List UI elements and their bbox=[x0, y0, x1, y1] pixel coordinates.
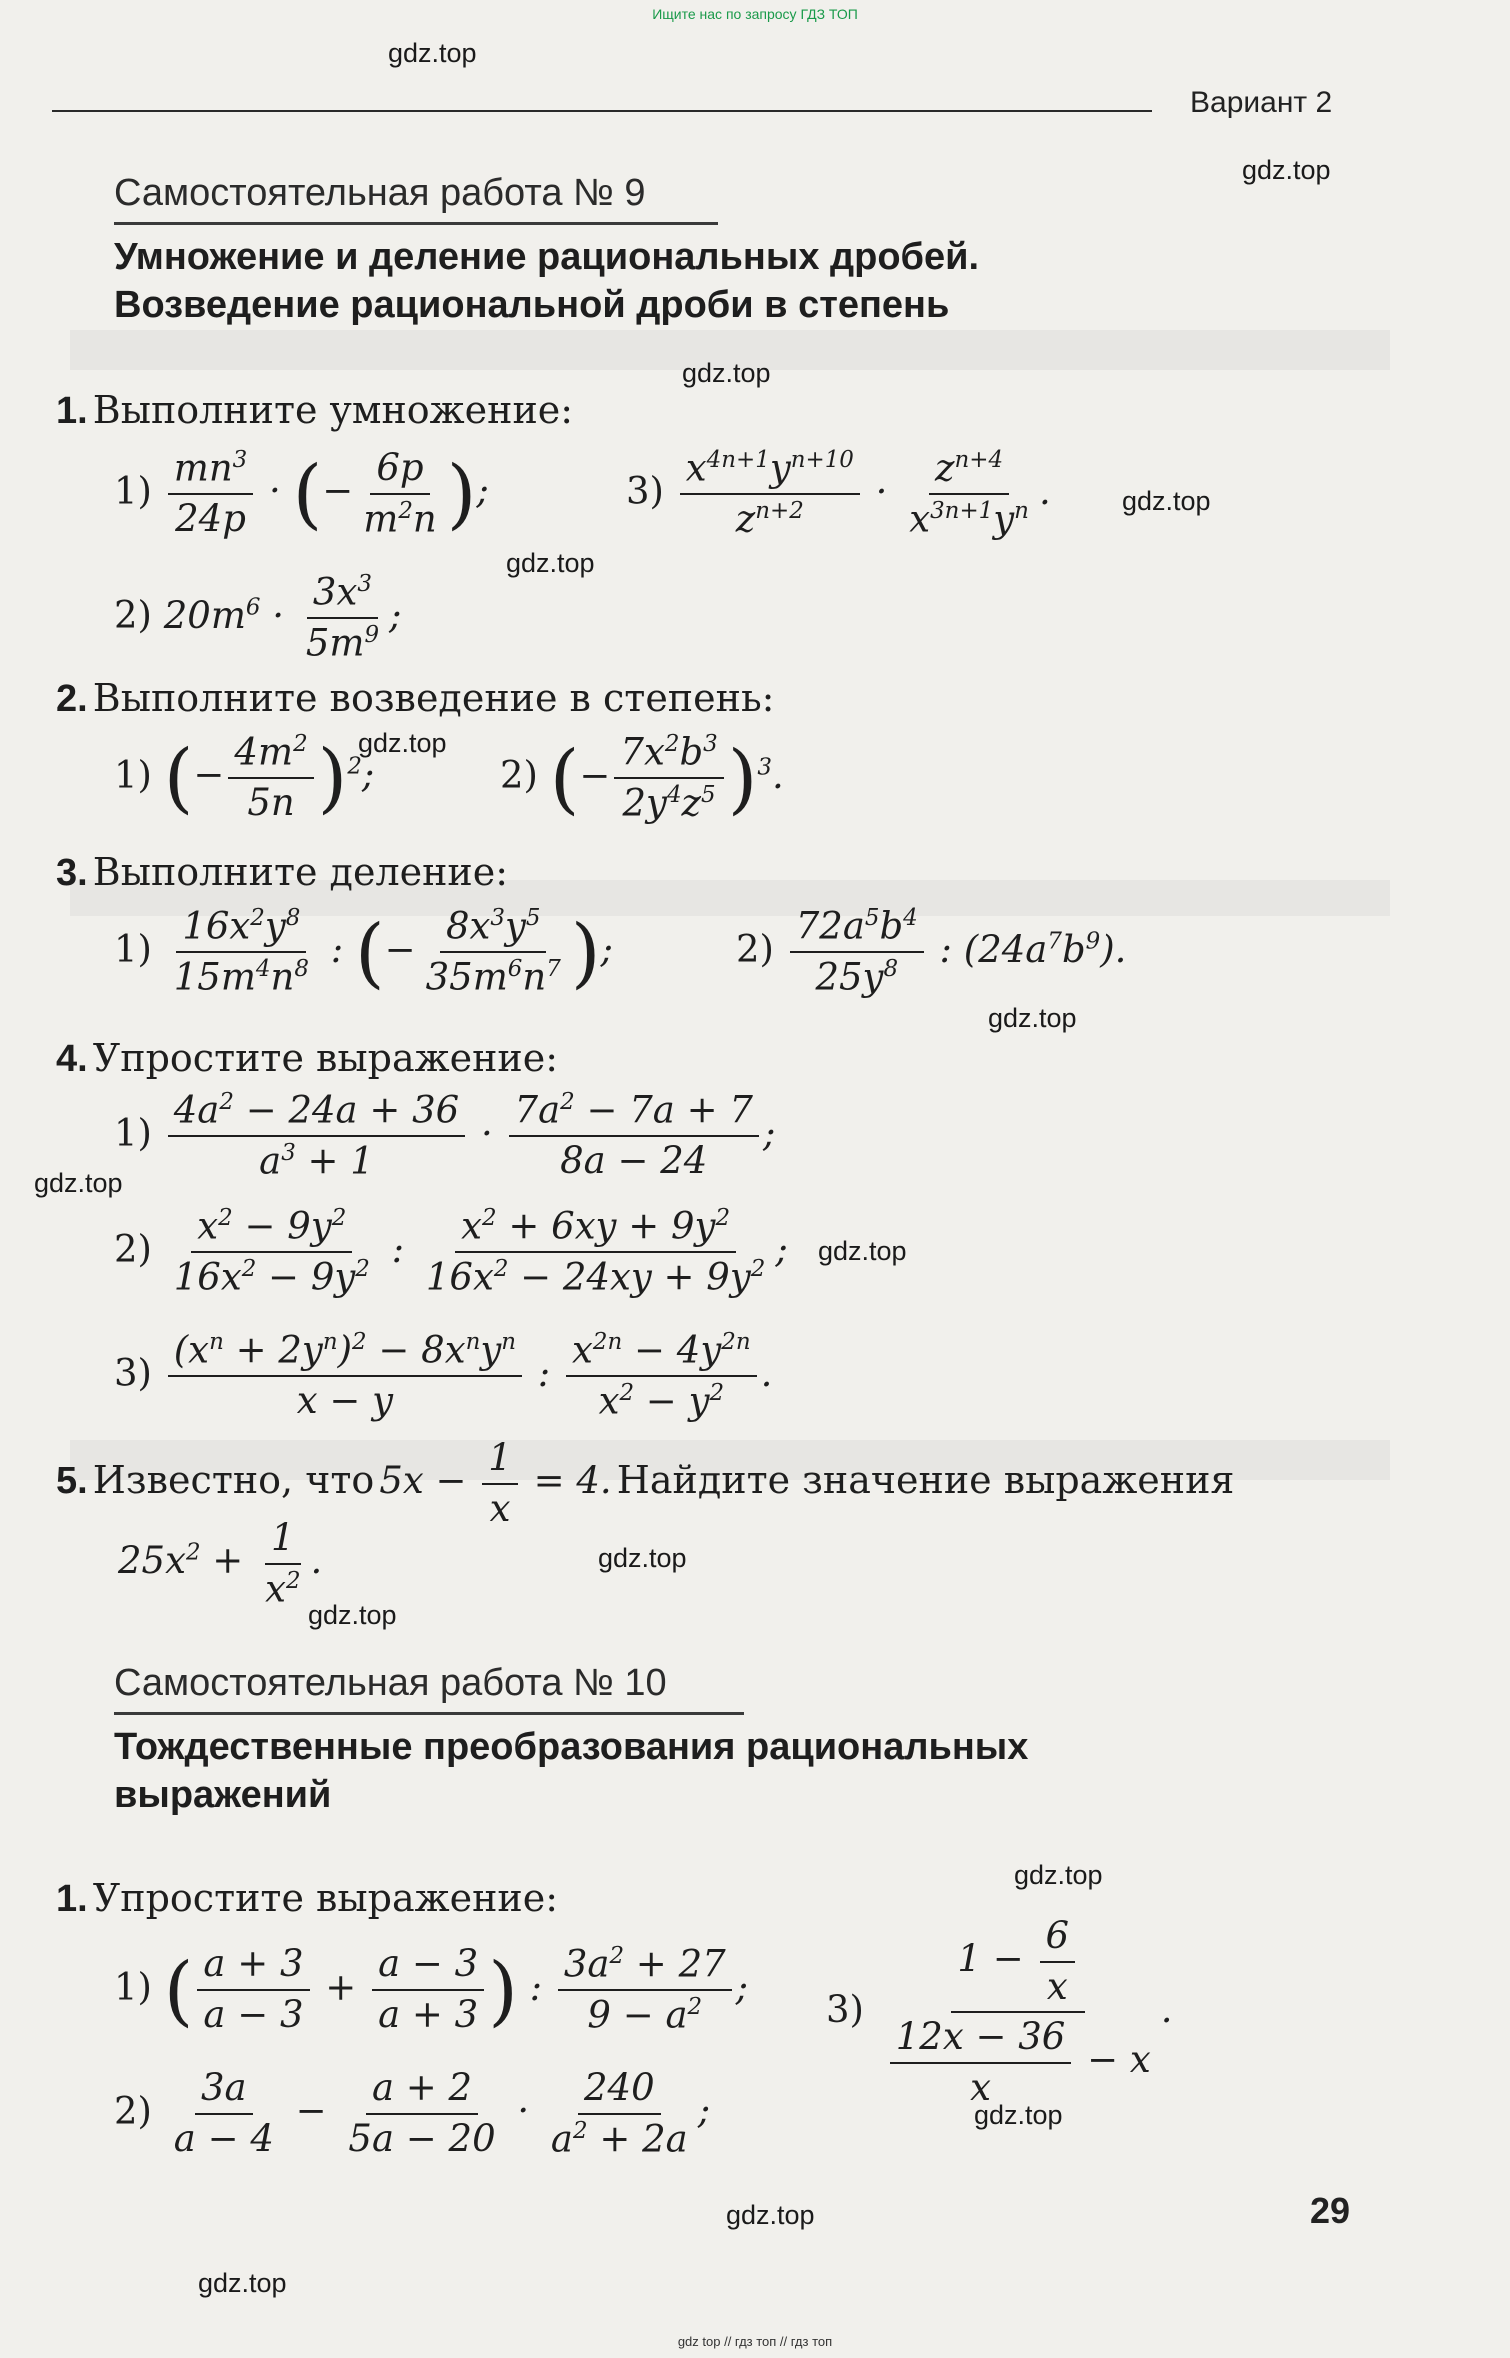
item-label: 1) bbox=[114, 753, 152, 797]
watermark: gdz.top bbox=[34, 1168, 123, 1198]
item-label: 1) bbox=[114, 1965, 152, 2009]
item-label: 2) bbox=[114, 1227, 152, 1271]
task-3-item-2: 2) $\frac{72a^5b^4}{25y^8}$ : $(24a^7b^9)$. bbox=[736, 904, 1127, 999]
task-4-heading bbox=[56, 1036, 558, 1081]
header-rule bbox=[52, 110, 1152, 112]
task-number: 2. bbox=[56, 678, 88, 720]
item-label: 2) bbox=[500, 753, 538, 797]
task-text: Найдите значение выражения bbox=[616, 1458, 1235, 1503]
task-text: Выполните деление: bbox=[92, 850, 509, 894]
variant-label: Вариант 2 bbox=[1190, 86, 1333, 119]
work-9-title: Самостоятельная работа № 9 bbox=[114, 172, 646, 214]
watermark: gdz.top bbox=[1242, 155, 1331, 185]
page-number: 29 bbox=[1310, 2190, 1351, 2231]
task-10-1-item-3: 3) 1 − $\frac{6}{x}$ $\frac{12x - 36}{x}$ − x . bbox=[826, 1914, 1173, 2110]
task-5-expression: $25x^2$ + $\frac{1}{x^2}$ . bbox=[118, 1516, 323, 1611]
item-label: 3) bbox=[826, 1987, 864, 2031]
watermark: gdz.top bbox=[974, 2100, 1063, 2130]
task-4-item-2: 2) $\frac{x^2 - 9y^2}{16x^2 - 9y^2}$ : $\frac{x^2 + 6xy + 9y^2}{16x^2 - 24xy + 9y^2}$ ; bbox=[114, 1204, 788, 1299]
task-3-item-1: 1) $\frac{16x^2y^8}{15m^4n^8}$ : (− $\frac{8x^3y^5}{35m^6n^7}$ ); bbox=[114, 904, 613, 999]
task-10-1-item-2: 2) $\frac{3a}{a - 4}$ − $\frac{a + 2}{5a - 20}$ · $\frac{240}{a^2 + 2a}$ ; bbox=[114, 2066, 711, 2161]
bottom-banner[interactable]: gdz top // гдз топ // гдз топ bbox=[677, 2334, 833, 2349]
work-10-topic-line-2: выражений bbox=[114, 1774, 332, 1816]
task-1-item-3: 3) $\frac{x^{4n+1}y^{n+10}}{z^{n+2}}$ · $\frac{z^{n+4}}{x^{3n+1}y^n}$ . bbox=[626, 446, 1051, 541]
work-9-topic-line-1: Умножение и деление рациональных дробей. bbox=[114, 236, 980, 278]
task-10-1-item-1: 1) ( $\frac{a + 3}{a - 3}$ + $\frac{a - 3}{a + 3}$ ) : $\frac{3a^2 + 27}{9 - a^2}$ ; bbox=[114, 1942, 749, 2037]
work-9-topic-line-2: Возведение рациональной дроби в степень bbox=[114, 284, 950, 326]
task-10-1-heading bbox=[56, 1876, 558, 1921]
work-10-topic-line-1: Тождественные преобразования рациональных bbox=[114, 1726, 1029, 1768]
watermark: gdz.top bbox=[1014, 1860, 1103, 1890]
top-banner[interactable]: Ищите нас по запросу ГДЗ ТОП bbox=[652, 6, 858, 22]
task-text: Упростите выражение: bbox=[92, 1036, 559, 1080]
watermark: gdz.top bbox=[506, 548, 595, 578]
task-2-item-1: 1) (− $\frac{4m^2}{5n}$ )$^2$; bbox=[114, 730, 375, 825]
task-text: Выполните возведение в степень: bbox=[92, 676, 775, 720]
work-10-title-underline bbox=[114, 1712, 744, 1715]
item-label: 2) bbox=[736, 927, 774, 971]
task-4-item-3: 3) $\frac{(x^n + 2y^n)^2 - 8x^ny^n}{x - y}$ : $\frac{x^{2n} - 4y^{2n}}{x^2 - y^2}$ . bbox=[114, 1328, 773, 1423]
task-number: 3. bbox=[56, 852, 88, 894]
watermark: gdz.top bbox=[682, 358, 771, 388]
task-number: 4. bbox=[56, 1038, 88, 1080]
task-1-item-1: 1) $\frac{mn^3}{24p}$ · (− $\frac{6p}{m^2n}$ ); bbox=[114, 446, 489, 541]
task-text: Выполните умножение: bbox=[92, 388, 574, 432]
watermark: gdz.top bbox=[598, 1543, 687, 1573]
item-label: 3) bbox=[114, 1351, 152, 1395]
watermark: gdz.top bbox=[1122, 486, 1211, 516]
work-9-title-underline bbox=[114, 222, 718, 225]
task-text: Известно, что bbox=[92, 1458, 375, 1503]
item-label: 2) bbox=[114, 2089, 152, 2133]
task-text: Упростите выражение: bbox=[92, 1876, 559, 1920]
task-3-heading bbox=[56, 850, 508, 895]
task-1-item-2: 2) $20m^6$ · $\frac{3x^3}{5m^9}$ ; bbox=[114, 570, 402, 665]
task-4-item-1: 1) $\frac{4a^2 - 24a + 36}{a^3 + 1}$ · $\frac{7a^2 - 7a + 7}{8a - 24}$ ; bbox=[114, 1088, 776, 1183]
item-label: 1) bbox=[114, 927, 152, 971]
task-1-heading bbox=[56, 388, 573, 433]
watermark: gdz.top bbox=[388, 38, 477, 68]
task-number: 1. bbox=[56, 1878, 88, 1920]
task-number: 1. bbox=[56, 390, 88, 432]
task-2-heading bbox=[56, 676, 774, 721]
item-label: 1) bbox=[114, 469, 152, 513]
watermark: gdz.top bbox=[358, 728, 447, 758]
work-10-title: Самостоятельная работа № 10 bbox=[114, 1662, 667, 1704]
item-label: 1) bbox=[114, 1111, 152, 1155]
watermark: gdz.top bbox=[198, 2268, 287, 2298]
watermark: gdz.top bbox=[726, 2200, 815, 2230]
task-5-line-1: 5. Известно, что 5x − $\frac{1}{x}$ = 4. Найдите значение выражения bbox=[56, 1436, 1235, 1530]
watermark: gdz.top bbox=[308, 1600, 397, 1630]
item-label: 3) bbox=[626, 469, 664, 513]
watermark: gdz.top bbox=[818, 1236, 907, 1266]
task-2-item-2: 2) (− $\frac{7x^2b^3}{2y^4z^5}$ )$^3$. bbox=[500, 730, 784, 825]
watermark: gdz.top bbox=[988, 1003, 1077, 1033]
item-label: 2) bbox=[114, 593, 152, 637]
task-number: 5. bbox=[56, 1460, 88, 1503]
